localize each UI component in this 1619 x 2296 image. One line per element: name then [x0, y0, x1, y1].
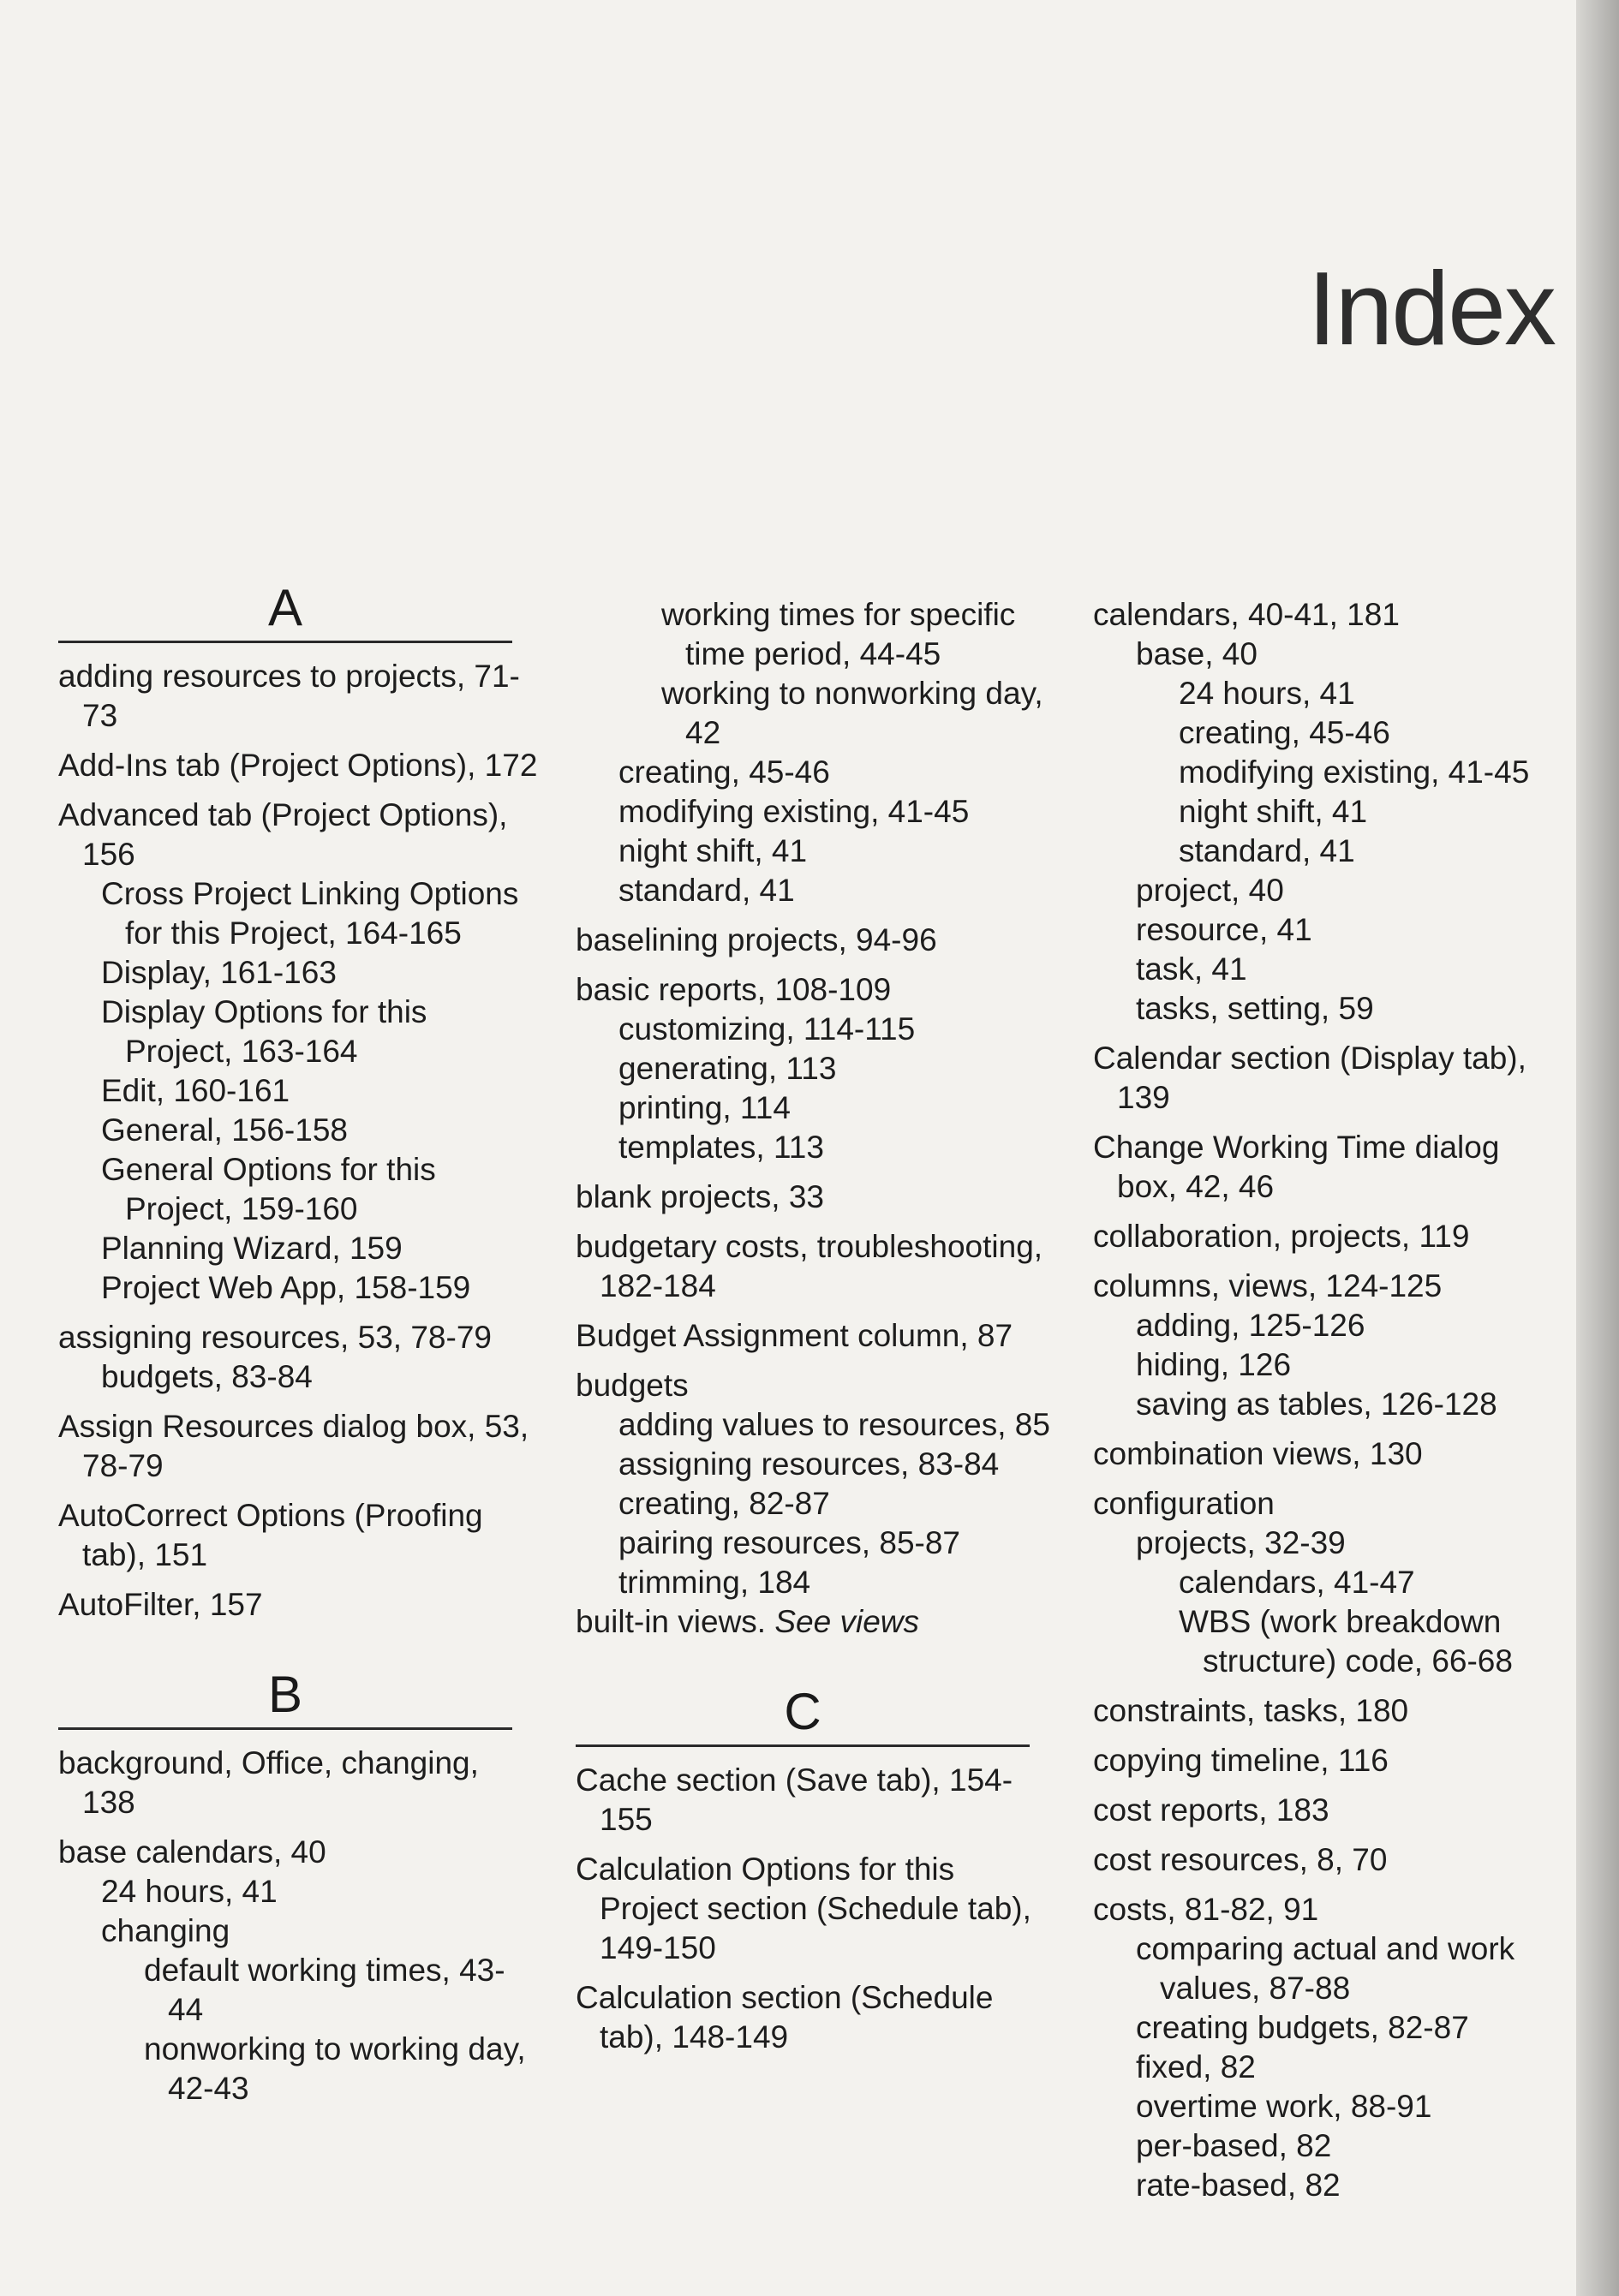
index-entry: collaboration, projects, 119 — [1093, 1219, 1470, 1254]
letter-section-a — [58, 581, 538, 643]
index-subentry: assigning resources, 83-84 — [618, 1446, 1000, 1482]
index-entry: Cache section (Save tab), 154-155 — [576, 1762, 1013, 1837]
index-subentry: saving as tables, 126-128 — [1136, 1387, 1497, 1422]
entry-text: built-in views. — [576, 1604, 767, 1639]
index-entry: configuration — [1093, 1486, 1275, 1521]
index-subentry: Cross Project Linking Options for this Project, 164-165 — [101, 876, 519, 951]
index-entry: cost resources, 8, 70 — [1093, 1842, 1388, 1877]
index-entry: blank projects, 33 — [576, 1179, 825, 1214]
index-entry: constraints, tasks, 180 — [1093, 1693, 1409, 1728]
index-entry: AutoCorrect Options (Proofing tab), 151 — [58, 1498, 483, 1572]
index-subentry: per-based, 82 — [1136, 2128, 1332, 2163]
index-subentry: Display, 161-163 — [101, 955, 337, 990]
section-rule — [58, 1727, 512, 1730]
index-entry: basic reports, 108-109 — [576, 972, 892, 1007]
index-entry: Advanced tab (Project Options), 156 — [58, 797, 508, 872]
index-entry: budgets — [576, 1368, 689, 1403]
index-entry: background, Office, changing, 138 — [58, 1745, 479, 1820]
index-subentry: templates, 113 — [618, 1130, 824, 1165]
index-list-a — [58, 657, 538, 1625]
index-subsubentry: standard, 41 — [1179, 833, 1355, 868]
letter-section-b — [58, 1667, 538, 1730]
index-column-1 — [58, 572, 538, 2108]
index-entry: copying timeline, 116 — [1093, 1743, 1389, 1778]
section-letter-a: A — [267, 579, 303, 636]
index-entry: adding resources to projects, 71-73 — [58, 659, 520, 733]
index-entry: calendars, 40-41, 181 — [1093, 597, 1400, 632]
index-entry: Assign Resources dialog box, 53, 78-79 — [58, 1409, 529, 1483]
index-column-3 — [1093, 595, 1560, 2205]
index-subentry: overtime work, 88-91 — [1136, 2089, 1432, 2124]
index-entry: columns, views, 124-125 — [1093, 1268, 1443, 1303]
index-entry: Add-Ins tab (Project Options), 172 — [58, 748, 538, 783]
index-entry — [576, 1602, 1055, 1642]
index-subsubentry: 24 hours, 41 — [1179, 676, 1355, 711]
section-rule — [576, 1744, 1030, 1747]
index-entry: combination views, 130 — [1093, 1436, 1423, 1471]
index-subentry: standard, 41 — [618, 873, 795, 908]
index-subentry: Project Web App, 158-159 — [101, 1270, 471, 1305]
index-subentry: customizing, 114-115 — [618, 1011, 916, 1047]
index-subentry: General Options for this Project, 159-160 — [101, 1152, 436, 1226]
section-rule — [58, 641, 512, 643]
index-subentry: Planning Wizard, 159 — [101, 1231, 403, 1266]
section-letter-b: B — [267, 1666, 303, 1723]
index-entry: Budget Assignment column, 87 — [576, 1318, 1013, 1353]
index-subentry: trimming, 184 — [618, 1565, 811, 1600]
index-subsubentry: WBS (work breakdown structure) code, 66-68 — [1179, 1604, 1513, 1679]
index-subentry: rate-based, 82 — [1136, 2168, 1341, 2203]
index-subentry: budgets, 83-84 — [101, 1359, 313, 1394]
index-subentry: project, 40 — [1136, 873, 1284, 908]
index-subentry: creating, 82-87 — [618, 1486, 830, 1521]
index-subentry: changing — [101, 1913, 230, 1948]
index-subsubentry: working to nonworking day, 42 — [661, 676, 1043, 750]
index-subsubentry: night shift, 41 — [1179, 794, 1368, 829]
index-list-b — [58, 1744, 538, 2108]
index-entry: costs, 81-82, 91 — [1093, 1892, 1319, 1927]
index-subentry: task, 41 — [1136, 951, 1247, 987]
index-subentry: General, 156-158 — [101, 1112, 348, 1148]
index-subentry: creating, 45-46 — [618, 754, 830, 790]
index-subentry: modifying existing, 41-45 — [618, 794, 970, 829]
index-subsubentry: calendars, 41-47 — [1179, 1565, 1415, 1600]
index-entry: base calendars, 40 — [58, 1834, 326, 1870]
index-entry: assigning resources, 53, 78-79 — [58, 1320, 492, 1355]
index-subentry: creating budgets, 82-87 — [1136, 2010, 1469, 2045]
index-subentry: generating, 113 — [618, 1051, 837, 1086]
index-entry: baselining projects, 94-96 — [576, 922, 937, 957]
index-subsubentry: modifying existing, 41-45 — [1179, 754, 1530, 790]
page-edge-shadow — [1576, 0, 1619, 2296]
index-list-c-continued — [1093, 595, 1560, 2205]
index-entry: Change Working Time dialog box, 42, 46 — [1093, 1130, 1500, 1204]
index-subentry: 24 hours, 41 — [101, 1874, 278, 1909]
index-subentry: comparing actual and work values, 87-88 — [1136, 1931, 1515, 2006]
index-subentry: adding values to resources, 85 — [618, 1407, 1050, 1442]
index-subentry: hiding, 126 — [1136, 1347, 1292, 1382]
index-subsubentry: default working times, 43-44 — [144, 1953, 505, 2027]
section-letter-c: C — [784, 1683, 821, 1740]
index-subentry: fixed, 82 — [1136, 2049, 1256, 2084]
index-entry: AutoFilter, 157 — [58, 1587, 263, 1622]
index-subentry: adding, 125-126 — [1136, 1308, 1365, 1343]
index-subentry: tasks, setting, 59 — [1136, 991, 1374, 1026]
index-subsubentry: nonworking to working day, 42-43 — [144, 2031, 526, 2106]
index-subentry: resource, 41 — [1136, 912, 1312, 947]
index-entry: Calculation section (Schedule tab), 148-149 — [576, 1980, 994, 2054]
index-subentry: pairing resources, 85-87 — [618, 1525, 960, 1560]
index-subentry: night shift, 41 — [618, 833, 808, 868]
index-entry: Calculation Options for this Project section (Schedule tab), 149-150 — [576, 1852, 1031, 1965]
index-subsubentry: working times for specific time period, 44-45 — [661, 597, 1016, 671]
index-list-c — [576, 1761, 1055, 2057]
letter-section-c — [576, 1685, 1055, 1747]
index-list-b-continued — [576, 595, 1055, 1602]
index-subentry: projects, 32-39 — [1136, 1525, 1346, 1560]
index-subentry: printing, 114 — [618, 1090, 791, 1125]
index-subentry: Edit, 160-161 — [101, 1073, 290, 1108]
index-subentry: Display Options for this Project, 163-164 — [101, 994, 427, 1069]
index-entry: Calendar section (Display tab), 139 — [1093, 1041, 1526, 1115]
index-entry: budgetary costs, troubleshooting, 182-184 — [576, 1229, 1043, 1303]
page-title: Index — [1307, 250, 1555, 367]
index-subentry: base, 40 — [1136, 636, 1258, 671]
index-column-2 — [576, 595, 1055, 2067]
index-subsubentry: creating, 45-46 — [1179, 715, 1390, 750]
see-reference: See views — [774, 1604, 919, 1639]
index-entry: cost reports, 183 — [1093, 1792, 1329, 1828]
